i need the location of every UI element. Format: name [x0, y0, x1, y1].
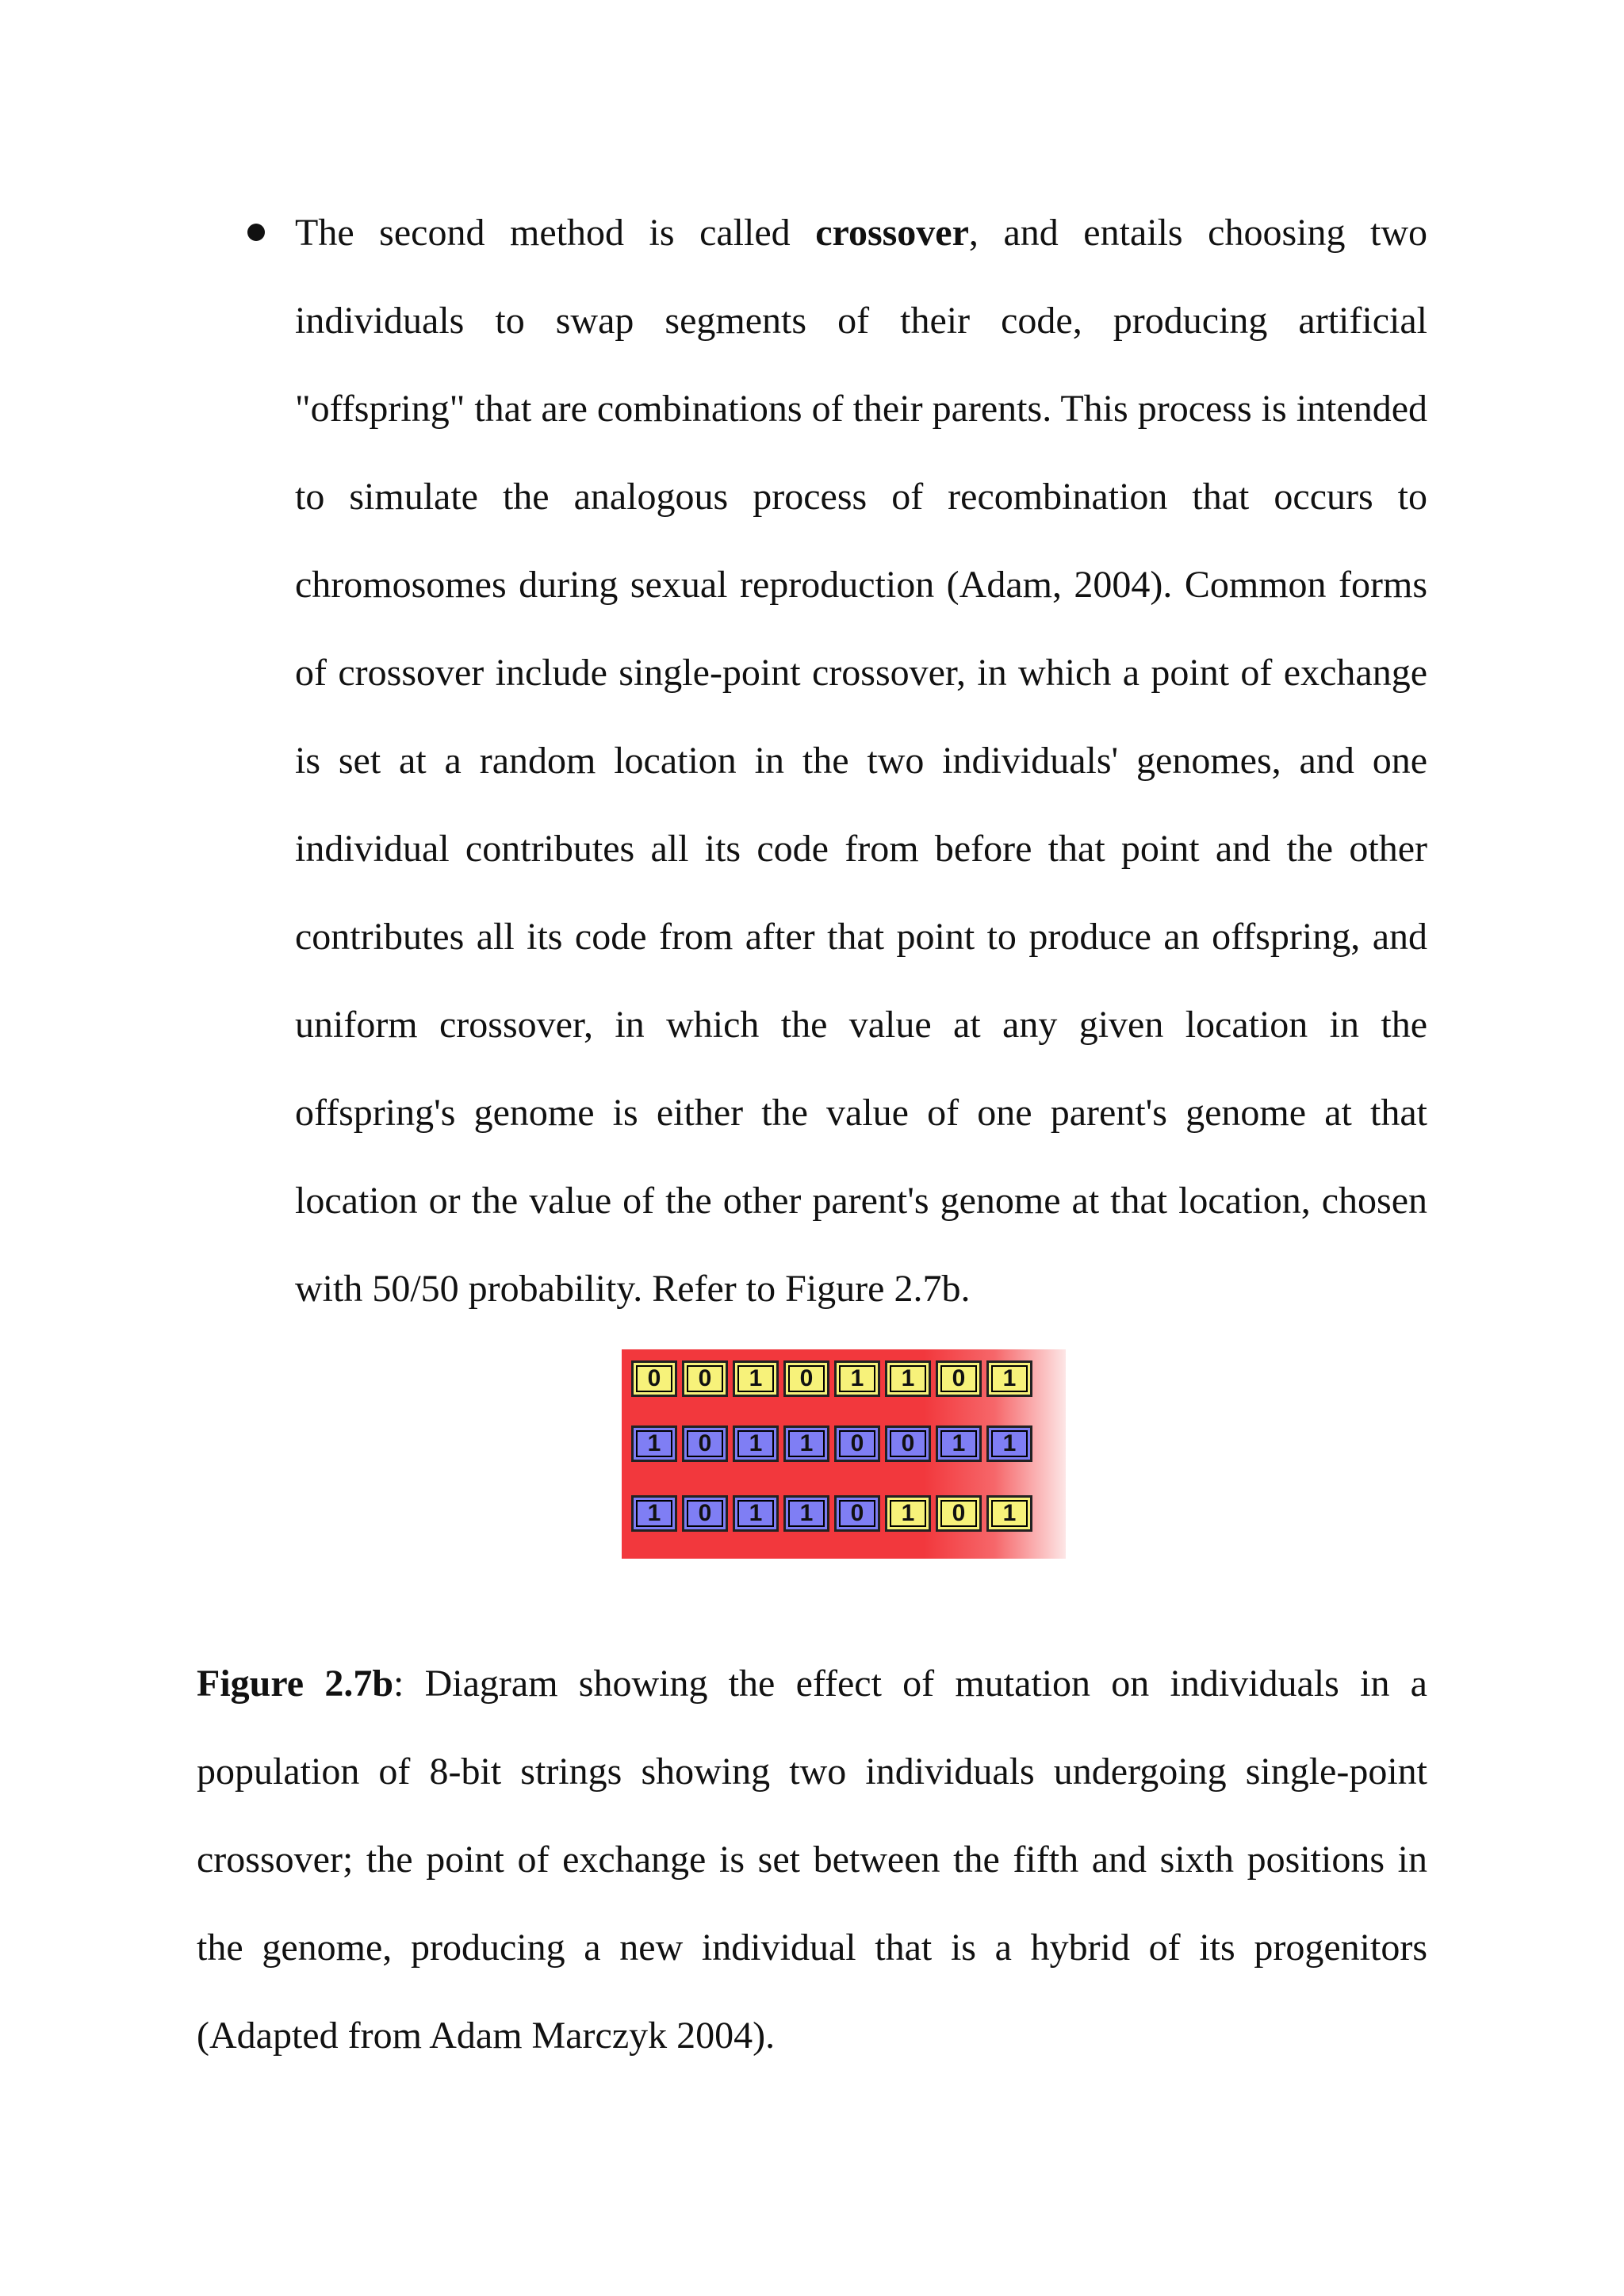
- bit-row-2: [631, 1425, 1032, 1462]
- bit-cell: 0: [834, 1425, 880, 1462]
- bold-term: crossover: [815, 212, 969, 254]
- bit-cell: 1: [834, 1360, 880, 1397]
- caption-label: Figure 2.7b: [197, 1663, 394, 1705]
- bit-cell: 0: [834, 1495, 880, 1532]
- bit-row-1: [631, 1360, 1032, 1397]
- bit-cell: 1: [733, 1360, 779, 1397]
- bit-cell: 1: [733, 1495, 779, 1532]
- bit-cell: 1: [885, 1360, 931, 1397]
- bullet-text: [295, 189, 1427, 1333]
- bit-cell: 1: [733, 1425, 779, 1462]
- bit-cell: 1: [936, 1425, 982, 1462]
- bit-cell: 0: [682, 1425, 728, 1462]
- bit-cell: 0: [682, 1360, 728, 1397]
- caption-text: : Diagram showing the effect of mutation on individuals in a population of 8-bit strings showing two individuals undergoing single-point crossover; the point of exchange is set between the fifth and sixth positions in the genome, producing a new individual that is a hybrid of its progenitors (Adapted from Adam Marczyk 2004).: [197, 1663, 1427, 2057]
- bit-cell: 0: [936, 1495, 982, 1532]
- bullet-dot-icon: [247, 224, 265, 241]
- bit-cell: 0: [936, 1360, 982, 1397]
- bit-cell: 1: [986, 1360, 1032, 1397]
- bullet-paragraph: [295, 189, 1427, 1333]
- bit-cell: 1: [986, 1425, 1032, 1462]
- bullet-text-rest: , and entails choosing two individuals to swap segments of their code, producing artificial "offspring" that are combinations of their parents. This process is intended to simulate the analogous process of recombination that occurs to chromosomes during sexual reproduction (Adam, 2004). Common forms of crossover include single-point crossover, in which a point of exchange is set at a random location in the two individuals' genomes, and one individual contributes all its code from before that point and the other contributes all its code from after that point to produce an offspring, and uniform crossover, in which the value at any given location in the offspring's genome is either the value of one parent's genome at that location or the value of the other parent's genome at that location, chosen with 50/50 probability. Refer to Figure 2.7b.: [295, 212, 1428, 1310]
- bit-cell: 1: [783, 1425, 829, 1462]
- bit-cell: 0: [682, 1495, 728, 1532]
- bullet-text-start: The second method is called: [295, 212, 816, 254]
- figure-caption: [197, 1640, 1427, 2080]
- bit-cell: 1: [986, 1495, 1032, 1532]
- bit-cell: 1: [885, 1495, 931, 1532]
- bit-cell: 1: [631, 1495, 677, 1532]
- bit-cell: 0: [631, 1360, 677, 1397]
- bit-cell: 0: [885, 1425, 931, 1462]
- bit-cell: 1: [783, 1495, 829, 1532]
- crossover-figure: [622, 1349, 1066, 1559]
- bit-cell: 1: [631, 1425, 677, 1462]
- bit-row-3: [631, 1495, 1032, 1532]
- bit-cell: 0: [783, 1360, 829, 1397]
